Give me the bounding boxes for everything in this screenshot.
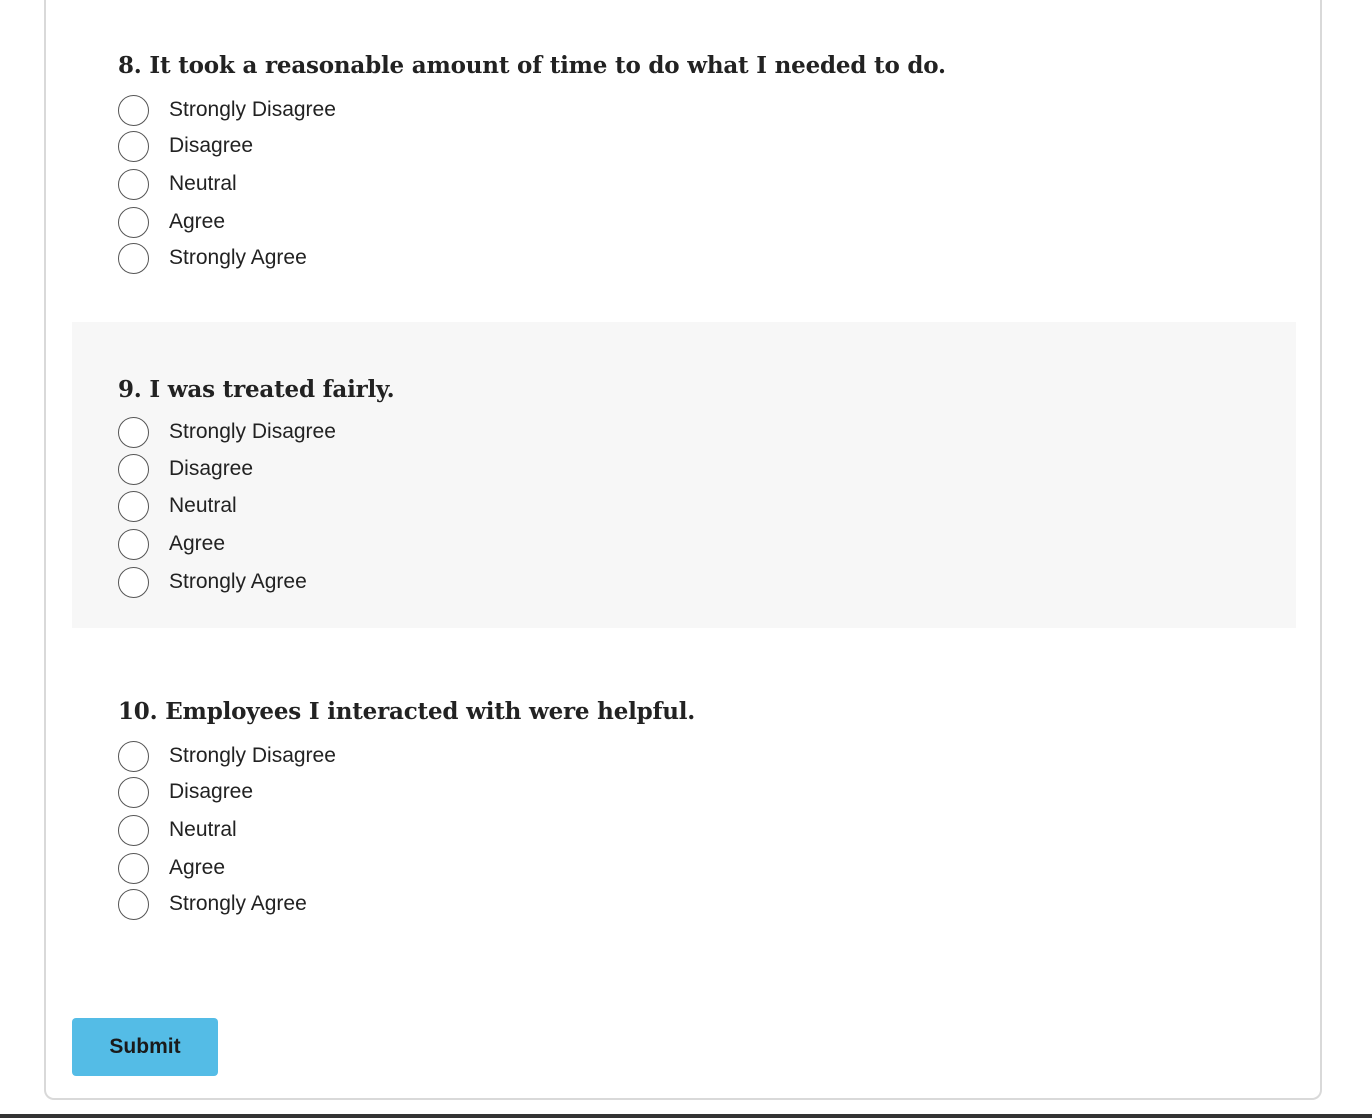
radio-button[interactable]: [118, 777, 149, 808]
option-label: Strongly Disagree: [169, 420, 336, 443]
option-label: Agree: [169, 532, 226, 555]
option-neutral[interactable]: [118, 815, 518, 851]
radio-button[interactable]: [118, 567, 149, 598]
question-title: 8. It took a reasonable amount of time to do what I needed to do.: [118, 52, 946, 79]
option-strongly-agree[interactable]: [118, 243, 518, 279]
option-disagree[interactable]: [118, 131, 518, 167]
option-strongly-agree[interactable]: [118, 567, 518, 603]
option-strongly-agree[interactable]: [118, 889, 518, 925]
option-neutral[interactable]: [118, 169, 518, 205]
question-title: 10. Employees I interacted with were helpful.: [118, 698, 696, 725]
option-disagree[interactable]: [118, 454, 518, 490]
option-agree[interactable]: [118, 529, 518, 565]
page-divider: [0, 1114, 1372, 1118]
question-10: [72, 628, 1296, 958]
option-label: Neutral: [169, 818, 237, 841]
option-label: Agree: [169, 210, 226, 233]
option-label: Strongly Disagree: [169, 744, 336, 767]
option-agree[interactable]: [118, 207, 518, 243]
option-strongly-disagree[interactable]: [118, 95, 518, 131]
radio-button[interactable]: [118, 815, 149, 846]
option-label: Disagree: [169, 134, 254, 157]
option-agree[interactable]: [118, 853, 518, 889]
option-strongly-disagree[interactable]: [118, 417, 518, 453]
option-label: Strongly Agree: [169, 892, 307, 915]
radio-button[interactable]: [118, 417, 149, 448]
question-9: [72, 322, 1296, 628]
radio-button[interactable]: [118, 741, 149, 772]
radio-button[interactable]: [118, 169, 149, 200]
option-disagree[interactable]: [118, 777, 518, 813]
option-label: Neutral: [169, 494, 237, 517]
radio-button[interactable]: [118, 243, 149, 274]
option-strongly-disagree[interactable]: [118, 741, 518, 777]
option-label: Disagree: [169, 780, 254, 803]
radio-button[interactable]: [118, 131, 149, 162]
question-8: [72, 0, 1296, 322]
radio-button[interactable]: [118, 207, 149, 238]
option-label: Strongly Agree: [169, 570, 307, 593]
option-label: Neutral: [169, 172, 237, 195]
option-label: Strongly Disagree: [169, 98, 336, 121]
radio-button[interactable]: [118, 529, 149, 560]
question-title: 9. I was treated fairly.: [118, 376, 395, 403]
radio-button[interactable]: [118, 454, 149, 485]
option-label: Agree: [169, 856, 226, 879]
option-neutral[interactable]: [118, 491, 518, 527]
radio-button[interactable]: [118, 491, 149, 522]
option-label: Strongly Agree: [169, 246, 307, 269]
radio-button[interactable]: [118, 889, 149, 920]
radio-button[interactable]: [118, 95, 149, 126]
radio-button[interactable]: [118, 853, 149, 884]
option-label: Disagree: [169, 457, 254, 480]
submit-button[interactable]: Submit: [72, 1018, 218, 1076]
